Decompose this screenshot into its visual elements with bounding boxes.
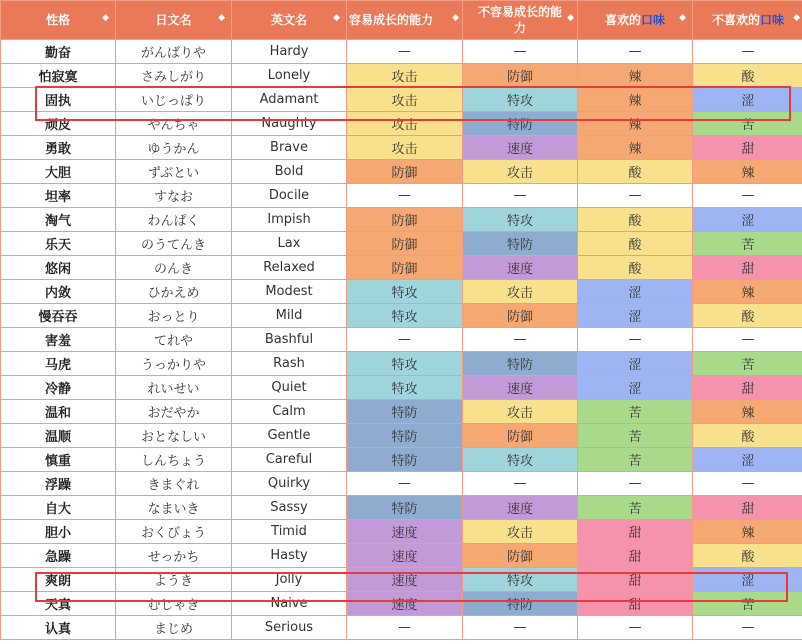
japanese-name-cell: れいせい (116, 376, 232, 400)
column-header-disliked-flavor[interactable] (693, 1, 802, 40)
decreased-stat-cell: — (463, 40, 578, 64)
column-header-label (712, 12, 784, 28)
table-row (1, 280, 802, 304)
decreased-stat-cell: — (463, 472, 578, 496)
japanese-name-cell: てれや (116, 328, 232, 352)
sort-arrows-icon[interactable]: ◆ (102, 13, 109, 23)
english-name-cell: Calm (232, 400, 347, 424)
disliked-flavor-cell: 涩 (693, 208, 802, 232)
sort-arrows-icon[interactable]: ◆ (793, 13, 800, 23)
column-header-english[interactable] (232, 1, 347, 40)
table-row (1, 616, 802, 640)
english-name-cell: Mild (232, 304, 347, 328)
disliked-flavor-cell: 苦 (693, 232, 802, 256)
decreased-stat-cell: 特防 (463, 352, 578, 376)
decreased-stat-cell: 攻击 (463, 160, 578, 184)
table-row (1, 304, 802, 328)
nature-cell: 爽朗 (1, 568, 116, 592)
japanese-name-cell: ゆうかん (116, 136, 232, 160)
liked-flavor-cell: 酸 (578, 256, 693, 280)
japanese-name-cell: きまぐれ (116, 472, 232, 496)
table-row (1, 424, 802, 448)
column-header-label-prefix: 喜欢的 (604, 13, 641, 27)
japanese-name-cell: ずぶとい (116, 160, 232, 184)
japanese-name-cell: ようき (116, 568, 232, 592)
japanese-name-cell: むじゃき (116, 592, 232, 616)
disliked-flavor-cell: 辣 (693, 160, 802, 184)
english-name-cell: Quirky (232, 472, 347, 496)
nature-cell: 勇敢 (1, 136, 116, 160)
liked-flavor-cell: 酸 (578, 160, 693, 184)
liked-flavor-cell: 苦 (578, 424, 693, 448)
increased-stat-cell: 防御 (347, 232, 463, 256)
disliked-flavor-cell: — (693, 328, 802, 352)
decreased-stat-cell: 特防 (463, 112, 578, 136)
decreased-stat-cell: 速度 (463, 256, 578, 280)
table-row (1, 592, 802, 616)
increased-stat-cell: 速度 (347, 544, 463, 568)
decreased-stat-cell: 攻击 (463, 520, 578, 544)
nature-cell: 淘气 (1, 208, 116, 232)
increased-stat-cell: 特攻 (347, 352, 463, 376)
table-row (1, 64, 802, 88)
table-row (1, 88, 802, 112)
column-header-decreased[interactable] (463, 1, 578, 40)
table-row (1, 136, 802, 160)
english-name-cell: Lonely (232, 64, 347, 88)
liked-flavor-cell: 酸 (578, 208, 693, 232)
disliked-flavor-cell: 苦 (693, 352, 802, 376)
table-row (1, 328, 802, 352)
liked-flavor-cell: 涩 (578, 280, 693, 304)
disliked-flavor-cell: 酸 (693, 64, 802, 88)
nature-cell: 天真 (1, 592, 116, 616)
table-row (1, 520, 802, 544)
column-header-label: 不容易成长的能力 (477, 5, 562, 35)
decreased-stat-cell: 防御 (463, 544, 578, 568)
nature-cell: 胆小 (1, 520, 116, 544)
english-name-cell: Adamant (232, 88, 347, 112)
increased-stat-cell: 特攻 (347, 376, 463, 400)
english-name-cell: Sassy (232, 496, 347, 520)
increased-stat-cell: 防御 (347, 256, 463, 280)
decreased-stat-cell: 速度 (463, 136, 578, 160)
liked-flavor-cell: — (578, 472, 693, 496)
liked-flavor-cell: 苦 (578, 400, 693, 424)
english-name-cell: Brave (232, 136, 347, 160)
increased-stat-cell: 防御 (347, 208, 463, 232)
english-name-cell: Rash (232, 352, 347, 376)
decreased-stat-cell: 特攻 (463, 208, 578, 232)
nature-cell: 浮躁 (1, 472, 116, 496)
nature-cell: 坦率 (1, 184, 116, 208)
nature-cell: 固执 (1, 88, 116, 112)
increased-stat-cell: 速度 (347, 520, 463, 544)
increased-stat-cell: — (347, 184, 463, 208)
increased-stat-cell: — (347, 40, 463, 64)
english-name-cell: Naive (232, 592, 347, 616)
english-name-cell: Lax (232, 232, 347, 256)
decreased-stat-cell: 特攻 (463, 448, 578, 472)
liked-flavor-cell: — (578, 184, 693, 208)
increased-stat-cell: 特防 (347, 448, 463, 472)
liked-flavor-cell: 酸 (578, 232, 693, 256)
sort-arrows-icon[interactable]: ◆ (333, 13, 340, 23)
table-row (1, 208, 802, 232)
disliked-flavor-cell: 酸 (693, 544, 802, 568)
table-row (1, 184, 802, 208)
liked-flavor-cell: 辣 (578, 136, 693, 160)
nature-cell: 顽皮 (1, 112, 116, 136)
english-name-cell: Naughty (232, 112, 347, 136)
disliked-flavor-cell: 涩 (693, 448, 802, 472)
decreased-stat-cell: 防御 (463, 304, 578, 328)
disliked-flavor-cell: 辣 (693, 280, 802, 304)
increased-stat-cell: 特防 (347, 400, 463, 424)
japanese-name-cell: まじめ (116, 616, 232, 640)
column-header-label-accent: 口味 (760, 13, 785, 27)
table-row (1, 256, 802, 280)
increased-stat-cell: 特攻 (347, 280, 463, 304)
disliked-flavor-cell: — (693, 616, 802, 640)
english-name-cell: Modest (232, 280, 347, 304)
liked-flavor-cell: 涩 (578, 376, 693, 400)
liked-flavor-cell: 苦 (578, 496, 693, 520)
decreased-stat-cell: 攻击 (463, 280, 578, 304)
column-header-label: 英文名 (270, 13, 307, 27)
english-name-cell: Relaxed (232, 256, 347, 280)
table-row (1, 544, 802, 568)
liked-flavor-cell: 苦 (578, 448, 693, 472)
english-name-cell: Jolly (232, 568, 347, 592)
table-row (1, 232, 802, 256)
japanese-name-cell: おくびょう (116, 520, 232, 544)
disliked-flavor-cell: 涩 (693, 88, 802, 112)
decreased-stat-cell: 攻击 (463, 400, 578, 424)
increased-stat-cell: 特攻 (347, 304, 463, 328)
disliked-flavor-cell: 辣 (693, 400, 802, 424)
nature-cell: 悠闲 (1, 256, 116, 280)
decreased-stat-cell: 速度 (463, 376, 578, 400)
disliked-flavor-cell: 酸 (693, 304, 802, 328)
disliked-flavor-cell: 苦 (693, 112, 802, 136)
japanese-name-cell: わんぱく (116, 208, 232, 232)
increased-stat-cell: 攻击 (347, 64, 463, 88)
table-row (1, 472, 802, 496)
increased-stat-cell: — (347, 616, 463, 640)
decreased-stat-cell: 防御 (463, 424, 578, 448)
japanese-name-cell: ひかえめ (116, 280, 232, 304)
table-body (1, 40, 802, 640)
decreased-stat-cell: 防御 (463, 64, 578, 88)
english-name-cell: Quiet (232, 376, 347, 400)
japanese-name-cell: のうてんき (116, 232, 232, 256)
japanese-name-cell: さみしがり (116, 64, 232, 88)
liked-flavor-cell: 涩 (578, 352, 693, 376)
increased-stat-cell: 攻击 (347, 136, 463, 160)
table-row (1, 496, 802, 520)
nature-cell: 温和 (1, 400, 116, 424)
column-header-label-accent: 口味 (641, 13, 666, 27)
decreased-stat-cell: — (463, 616, 578, 640)
english-name-cell: Docile (232, 184, 347, 208)
increased-stat-cell: — (347, 328, 463, 352)
japanese-name-cell: おとなしい (116, 424, 232, 448)
disliked-flavor-cell: 苦 (693, 592, 802, 616)
decreased-stat-cell: 特防 (463, 232, 578, 256)
nature-cell: 自大 (1, 496, 116, 520)
english-name-cell: Hardy (232, 40, 347, 64)
liked-flavor-cell: 甜 (578, 544, 693, 568)
english-name-cell: Bold (232, 160, 347, 184)
disliked-flavor-cell: 甜 (693, 496, 802, 520)
japanese-name-cell: やんちゃ (116, 112, 232, 136)
nature-cell: 害羞 (1, 328, 116, 352)
table-row (1, 448, 802, 472)
japanese-name-cell: おだやか (116, 400, 232, 424)
nature-cell: 慢吞吞 (1, 304, 116, 328)
header-row (1, 1, 802, 40)
increased-stat-cell: 速度 (347, 592, 463, 616)
disliked-flavor-cell: — (693, 184, 802, 208)
disliked-flavor-cell: — (693, 472, 802, 496)
column-header-label: 容易成长的能力 (349, 13, 434, 27)
liked-flavor-cell: 辣 (578, 88, 693, 112)
japanese-name-cell: おっとり (116, 304, 232, 328)
disliked-flavor-cell: 甜 (693, 256, 802, 280)
nature-cell: 慎重 (1, 448, 116, 472)
english-name-cell: Gentle (232, 424, 347, 448)
disliked-flavor-cell: 甜 (693, 136, 802, 160)
disliked-flavor-cell: 甜 (693, 376, 802, 400)
disliked-flavor-cell: 涩 (693, 568, 802, 592)
english-name-cell: Careful (232, 448, 347, 472)
table-row (1, 352, 802, 376)
liked-flavor-cell: — (578, 616, 693, 640)
column-header-label (605, 12, 665, 28)
nature-cell: 勤奋 (1, 40, 116, 64)
liked-flavor-cell: — (578, 328, 693, 352)
japanese-name-cell: いじっぱり (116, 88, 232, 112)
decreased-stat-cell: — (463, 328, 578, 352)
table-row (1, 112, 802, 136)
column-header-increased[interactable] (347, 1, 463, 40)
sort-arrows-icon[interactable]: ◆ (218, 13, 225, 23)
liked-flavor-cell: 甜 (578, 592, 693, 616)
increased-stat-cell: 攻击 (347, 112, 463, 136)
nature-cell: 冷静 (1, 376, 116, 400)
japanese-name-cell: しんちょう (116, 448, 232, 472)
nature-cell: 乐天 (1, 232, 116, 256)
increased-stat-cell: 特防 (347, 424, 463, 448)
nature-cell: 马虎 (1, 352, 116, 376)
decreased-stat-cell: 速度 (463, 496, 578, 520)
liked-flavor-cell: — (578, 40, 693, 64)
sort-arrows-icon[interactable]: ◆ (567, 13, 574, 23)
column-header-label-prefix: 不喜欢的 (711, 13, 760, 27)
column-header-label: 日文名 (155, 13, 192, 27)
table-row (1, 376, 802, 400)
nature-cell: 大胆 (1, 160, 116, 184)
japanese-name-cell: せっかち (116, 544, 232, 568)
disliked-flavor-cell: — (693, 40, 802, 64)
japanese-name-cell: すなお (116, 184, 232, 208)
nature-cell: 认真 (1, 616, 116, 640)
decreased-stat-cell: 特防 (463, 592, 578, 616)
japanese-name-cell: なまいき (116, 496, 232, 520)
increased-stat-cell: 速度 (347, 568, 463, 592)
table-row (1, 400, 802, 424)
japanese-name-cell: がんばりや (116, 40, 232, 64)
table-row (1, 568, 802, 592)
nature-cell: 急躁 (1, 544, 116, 568)
english-name-cell: Impish (232, 208, 347, 232)
increased-stat-cell: 防御 (347, 160, 463, 184)
nature-cell: 内敛 (1, 280, 116, 304)
column-header-liked-flavor[interactable] (578, 1, 693, 40)
disliked-flavor-cell: 酸 (693, 424, 802, 448)
english-name-cell: Bashful (232, 328, 347, 352)
english-name-cell: Hasty (232, 544, 347, 568)
liked-flavor-cell: 甜 (578, 568, 693, 592)
nature-cell: 温顺 (1, 424, 116, 448)
increased-stat-cell: — (347, 472, 463, 496)
increased-stat-cell: 攻击 (347, 88, 463, 112)
table-row (1, 40, 802, 64)
column-header-nature[interactable] (1, 1, 116, 40)
english-name-cell: Timid (232, 520, 347, 544)
increased-stat-cell: 特防 (347, 496, 463, 520)
sort-arrows-icon[interactable]: ◆ (452, 13, 459, 23)
japanese-name-cell: のんき (116, 256, 232, 280)
liked-flavor-cell: 涩 (578, 304, 693, 328)
table-row (1, 160, 802, 184)
column-header-label: 性格 (45, 13, 70, 27)
column-header-japanese[interactable] (116, 1, 232, 40)
liked-flavor-cell: 辣 (578, 112, 693, 136)
japanese-name-cell: うっかりや (116, 352, 232, 376)
decreased-stat-cell: 特攻 (463, 88, 578, 112)
decreased-stat-cell: — (463, 184, 578, 208)
english-name-cell: Serious (232, 616, 347, 640)
disliked-flavor-cell: 辣 (693, 520, 802, 544)
decreased-stat-cell: 特攻 (463, 568, 578, 592)
liked-flavor-cell: 辣 (578, 64, 693, 88)
liked-flavor-cell: 甜 (578, 520, 693, 544)
nature-cell: 怕寂寞 (1, 64, 116, 88)
sort-arrows-icon[interactable]: ◆ (679, 13, 686, 23)
